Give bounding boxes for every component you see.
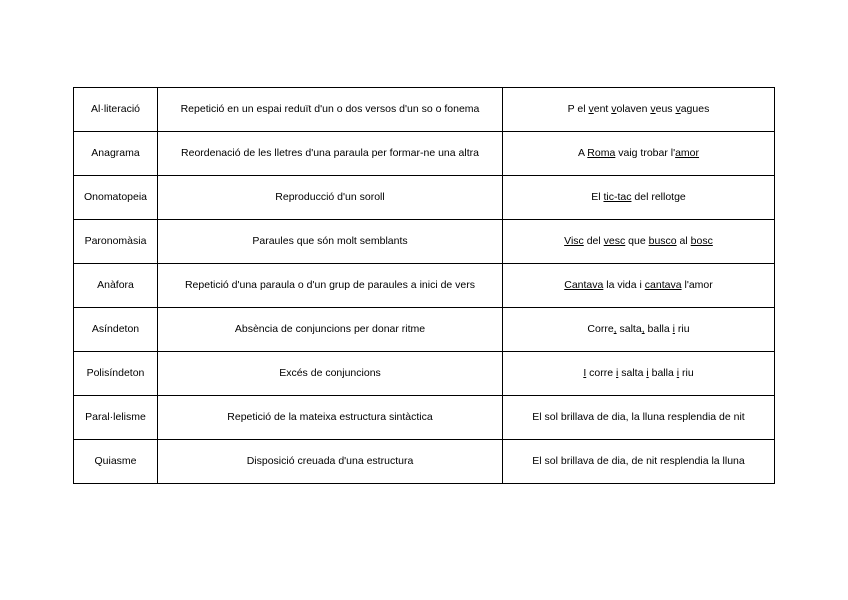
example-segment: salta xyxy=(618,367,647,379)
underlined-segment: vesc xyxy=(603,235,626,247)
example-cell xyxy=(503,88,775,132)
example-segment: riu xyxy=(679,367,694,379)
underlined-segment: tic-tac xyxy=(603,191,632,203)
definition-cell: Absència de conjuncions per donar ritme xyxy=(158,308,503,352)
underlined-segment: v xyxy=(611,103,617,115)
example-segment: corre xyxy=(586,367,616,379)
underlined-segment: i xyxy=(646,367,649,379)
underlined-segment: Visc xyxy=(564,235,584,247)
table-row xyxy=(74,176,775,220)
example-segment: eus xyxy=(655,103,676,115)
term-cell: Asíndeton xyxy=(74,308,158,352)
term-cell: Al·literació xyxy=(74,88,158,132)
underlined-segment: i xyxy=(676,367,680,379)
example-cell xyxy=(503,396,775,440)
definition-cell: Excés de conjuncions xyxy=(158,352,503,396)
underlined-segment: I xyxy=(583,367,587,379)
example-segment: agues xyxy=(680,103,710,115)
term-cell: Polisíndeton xyxy=(74,352,158,396)
example-cell xyxy=(503,176,775,220)
table-row xyxy=(74,396,775,440)
term-cell: Quiasme xyxy=(74,440,158,484)
rhetorical-figures-table xyxy=(73,87,775,484)
example-cell xyxy=(503,132,775,176)
example-segment: del rellotge xyxy=(631,191,686,203)
underlined-segment: i xyxy=(616,367,619,379)
example-segment: El sol brillava de dia, de nit resplendia la lluna xyxy=(532,455,745,467)
underlined-segment: v xyxy=(588,103,594,115)
example-segment: al xyxy=(676,235,691,247)
example-cell xyxy=(503,352,775,396)
table-row xyxy=(74,88,775,132)
table-row xyxy=(74,220,775,264)
underlined-segment: bosc xyxy=(690,235,713,247)
example-segment: P el xyxy=(567,103,589,115)
example-cell xyxy=(503,308,775,352)
table-row xyxy=(74,308,775,352)
underlined-segment: i xyxy=(672,323,675,335)
underlined-segment: , xyxy=(613,323,617,335)
term-cell: Anagrama xyxy=(74,132,158,176)
underlined-segment: cantava xyxy=(644,279,682,291)
example-segment: El xyxy=(591,191,604,203)
example-segment: la vida i xyxy=(603,279,645,291)
table-row xyxy=(74,352,775,396)
definition-cell: Reproducció d'un soroll xyxy=(158,176,503,220)
example-segment: olaven xyxy=(616,103,651,115)
definition-cell: Repetició en un espai reduït d'un o dos versos d'un so o fonema xyxy=(158,88,503,132)
definition-cell: Disposició creuada d'una estructura xyxy=(158,440,503,484)
underlined-segment: v xyxy=(675,103,681,115)
example-cell xyxy=(503,264,775,308)
example-segment: balla xyxy=(648,367,677,379)
example-segment: del xyxy=(583,235,604,247)
example-segment: riu xyxy=(675,323,690,335)
example-segment: balla xyxy=(644,323,673,335)
table-row xyxy=(74,264,775,308)
definition-cell: Repetició de la mateixa estructura sintàctica xyxy=(158,396,503,440)
example-segment: A xyxy=(577,147,588,159)
example-cell xyxy=(503,440,775,484)
term-cell: Onomatopeia xyxy=(74,176,158,220)
term-cell: Anàfora xyxy=(74,264,158,308)
example-segment: l'amor xyxy=(681,279,713,291)
table-row xyxy=(74,132,775,176)
underlined-segment: v xyxy=(650,103,656,115)
example-segment: El sol brillava de dia, la lluna resplendia de nit xyxy=(532,411,745,423)
table-row xyxy=(74,440,775,484)
underlined-segment: , xyxy=(641,323,645,335)
table-body xyxy=(74,88,775,484)
definition-cell: Repetició d'una paraula o d'un grup de paraules a inici de vers xyxy=(158,264,503,308)
term-cell: Paronomàsia xyxy=(74,220,158,264)
definition-cell: Reordenació de les lletres d'una paraula per formar-ne una altra xyxy=(158,132,503,176)
example-segment: ent xyxy=(593,103,612,115)
underlined-segment: Roma xyxy=(587,147,616,159)
example-segment: salta xyxy=(616,323,642,335)
example-segment: que xyxy=(625,235,649,247)
underlined-segment: busco xyxy=(648,235,677,247)
underlined-segment: amor xyxy=(675,147,700,159)
term-cell: Paral·lelisme xyxy=(74,396,158,440)
example-segment: Corre xyxy=(587,323,614,335)
example-segment: vaig trobar l' xyxy=(615,147,676,159)
underlined-segment: Cantava xyxy=(564,279,604,291)
definition-cell: Paraules que són molt semblants xyxy=(158,220,503,264)
example-cell xyxy=(503,220,775,264)
